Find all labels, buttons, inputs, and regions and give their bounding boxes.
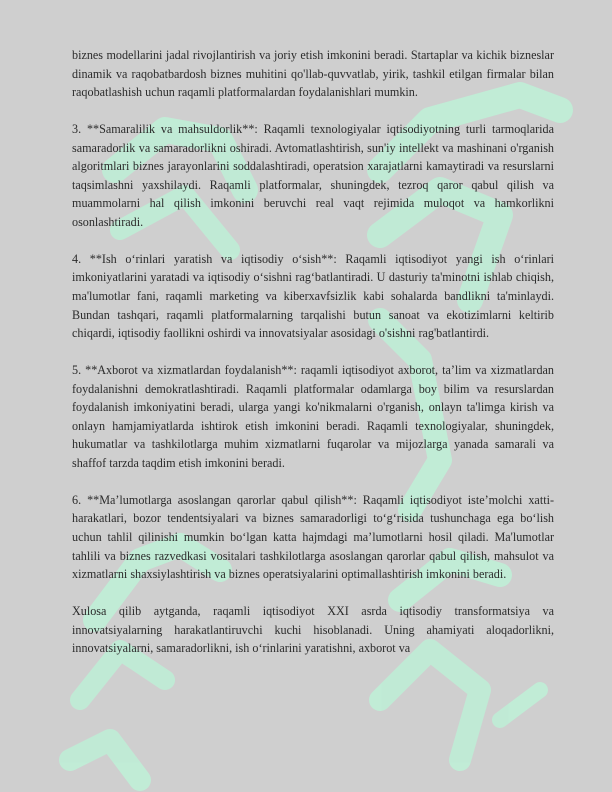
paragraph-efficiency: 3. **Samaralilik va mahsuldorlik**: Raqamli texnologiyalar iqtisodiyotning turli tarmoqlarida samaradorlik va samaradorlikni oshiradi. Avtomatlashtirish, sun'iy intellekt va mashinani o'rganish algoritmlari biznes jarayonlarini soddalashtiradi, operatsion xarajatlarni kamaytiradi va resurslarni taqsimlashni yaxshilaydi. Raqamli platformalar, shuningdek, tezroq qaror qabul qilish va muammolarni hal qilish imkonini beruvchi real vaqt rejimida muloqot va hamkorlikni osonlashtiradi. — [72, 122, 554, 229]
paragraph-intro-continuation: biznes modellarini jadal rivojlantirish va joriy etish imkonini beradi. Startaplar va kichik bizneslar dinamik va raqobatbardosh biznes muhitini qo'llab-quvvatlab, yirik, tashkil etilgan firmalar bilan raqobatlashish uchun raqamli platformalardan foydalanishlari mumkin. — [72, 48, 554, 100]
paragraph-jobs-growth: 4. **Ish oʻrinlari yaratish va iqtisodiy oʻsish**: Raqamli iqtisodiyot yangi ish oʻrinlari imkoniyatlarini yaratadi va iqtisodiy oʻsishni ragʻbatlantiradi. U dasturiy ta'minotni ishlab chiqish, ma'lumotlar fani, raqamli marketing va kiberxavfsizlik kabi sohalarda bandlikni ta'minlaydi. Bundan tashqari, raqamli platformalarning tarqalishi butun sanoat va ekotizimlarni keltirib chiqardi, iqtisodiy faollikni oshirdi va innovatsiyalar asosidagi o'sishni rag'batlantirdi. — [72, 251, 554, 341]
paragraph-conclusion: Xulosa qilib aytganda, raqamli iqtisodiyot XXI asrda iqtisodiy transformatsiya va innovatsiyalarning harakatlantiruvchi kuchi hisoblanadi. Uning ahamiyati aloqadorlikni, innovatsiyalarni, samaradorlikni, ish oʻrinlarini yaratishni, axborot va — [72, 604, 554, 656]
paragraph-information-access: 5. **Axborot va xizmatlardan foydalanish**: raqamli iqtisodiyot axborot, ta’lim va xizmatlardan foydalanishni demokratlashtiradi. Raqamli platformalar odamlarga boy bilim va resurslardan foydalanish imkoniyatini beradi, ularga yangi ko'nikmalarni o'rganish, onlayn ta'limga kirish va onlayn hamjamiyatlarda ishtirok etish imkonini beradi. Raqamli texnologiyalar, shuningdek, hukumatlar va tashkilotlarga muhim xizmatlarni fuqarolar va mijozlarga yanada samarali va shaffof tarzda taqdim etish imkonini beradi. — [72, 363, 554, 470]
paragraph-data-driven-decisions: 6. **Ma’lumotlarga asoslangan qarorlar qabul qilish**: Raqamli iqtisodiyot iste’molchi xatti-harakatlari, bozor tendentsiyalari va biznes samaradorligi toʻgʻrisida tushunchaga ega boʻlish uchun tahlil qilinishi mumkin boʻlgan katta hajmdagi ma’lumotlarni hosil qiladi. Ma'lumotlar tahlili va biznes razvedkasi vositalari tashkilotlarga asoslangan qarorlar qabul qilish, mahsulot va xizmatlarni shaxsiylashtirish va biznes operatsiyalarini optimallashtirish imkonini beradi. — [72, 492, 554, 582]
document-body — [72, 46, 554, 676]
